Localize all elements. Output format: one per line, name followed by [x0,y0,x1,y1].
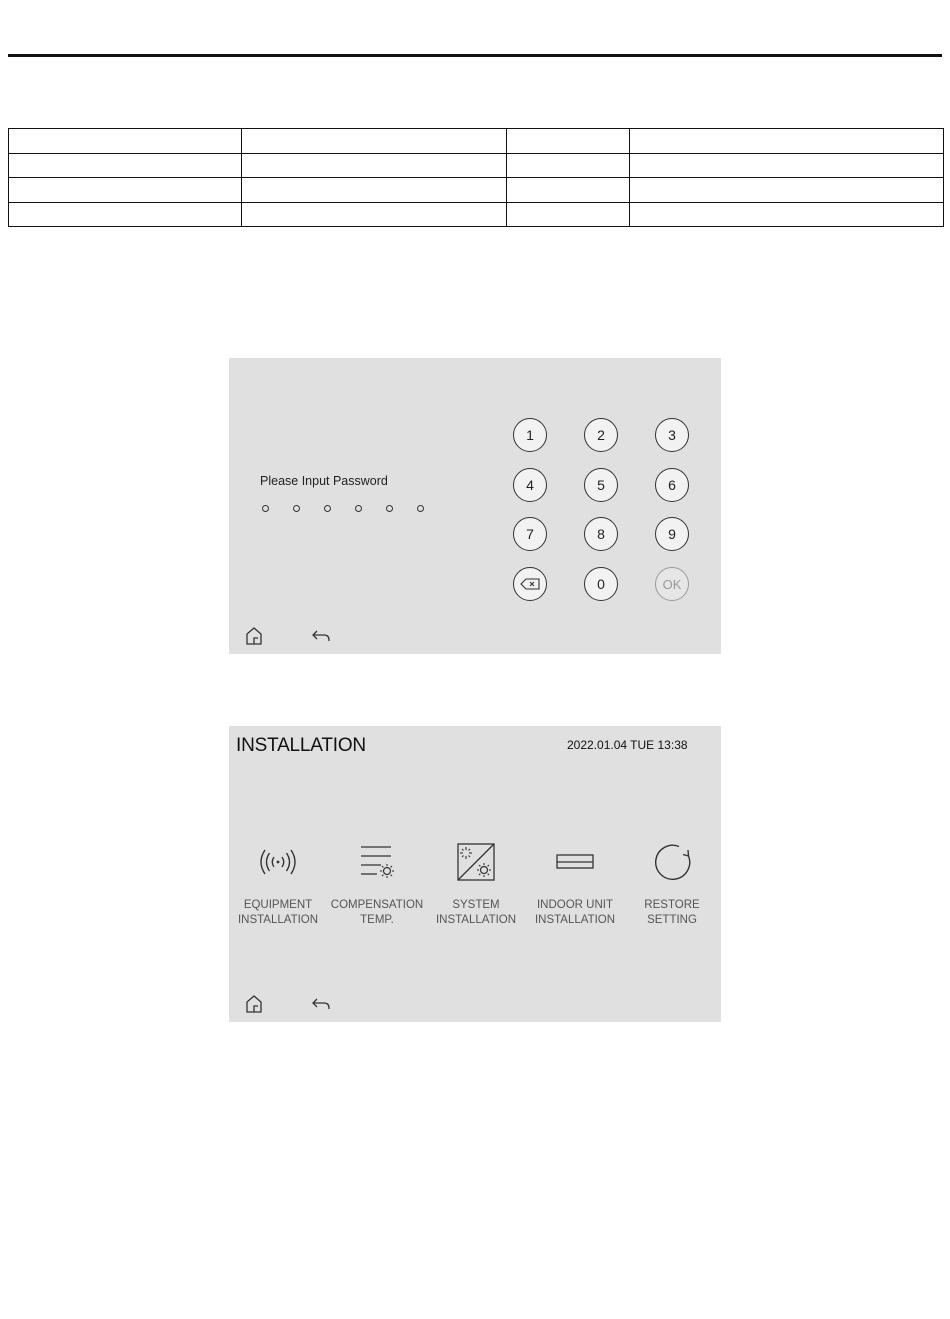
key-label: 6 [668,477,676,493]
key-label: 7 [526,526,534,542]
key-label: 1 [526,427,534,443]
top-rule [8,54,942,57]
table-cell [507,153,630,178]
key-label: 0 [597,576,605,592]
key-label: 8 [597,526,605,542]
password-dot [386,505,393,512]
key-label: 2 [597,427,605,443]
restore-icon [652,842,692,882]
menu-label-line1: EQUIPMENT [243,899,313,911]
menu-label-line2: INSTALLATION [534,914,616,926]
key-5[interactable] [584,468,618,502]
backspace-icon [520,578,540,590]
table-cell [630,129,944,154]
password-dot [293,505,300,512]
table-cell [9,178,242,203]
password-dot [324,505,331,512]
indoor-unit-icon [555,842,595,882]
table-cell [630,178,944,203]
table-cell [242,202,507,227]
table-cell [507,178,630,203]
table-cell [242,178,507,203]
password-dot [355,505,362,512]
key-2[interactable] [584,418,618,452]
ok-button[interactable] [655,567,689,601]
password-prompt: Please Input Password [260,474,388,488]
menu-system-installation[interactable] [427,842,525,928]
key-8[interactable] [584,517,618,551]
password-dot [417,505,424,512]
table-cell [9,202,242,227]
menu-label-line1: INDOOR UNIT [536,899,614,911]
key-label: 9 [668,526,676,542]
menu-label-line2: TEMP. [360,914,394,926]
key-label: 5 [597,477,605,493]
key-1[interactable] [513,418,547,452]
table-row [9,178,944,203]
table-cell [507,202,630,227]
screen-title: INSTALLATION [236,735,366,756]
back-arrow-icon[interactable] [311,626,331,646]
password-dot [262,505,269,512]
key-3[interactable] [655,418,689,452]
table-cell [9,153,242,178]
table-cell [242,129,507,154]
home-icon[interactable] [244,994,264,1014]
key-9[interactable] [655,517,689,551]
back-arrow-icon[interactable] [311,994,331,1014]
table-row [9,153,944,178]
table-cell [242,153,507,178]
key-label: OK [662,576,682,592]
menu-label-line1: COMPENSATION [330,899,424,911]
menu-label-line1: RESTORE [644,899,700,911]
table-cell [630,202,944,227]
compensation-temp-icon [357,842,397,882]
menu-label-line2: INSTALLATION [435,914,517,926]
home-icon[interactable] [244,626,264,646]
key-6[interactable] [655,468,689,502]
table-row [9,129,944,154]
key-0[interactable] [584,567,618,601]
empty-table [8,128,944,227]
backspace-button[interactable] [513,567,547,601]
key-7[interactable] [513,517,547,551]
key-label: 4 [526,477,534,493]
menu-label-line2: INSTALLATION [237,914,319,926]
key-4[interactable] [513,468,547,502]
table-cell [507,129,630,154]
table-row [9,202,944,227]
system-installation-icon [456,842,496,882]
table-cell [9,129,242,154]
menu-restore-setting[interactable] [623,842,721,928]
wireless-signal-icon [258,842,298,882]
password-screen [229,358,721,654]
menu-compensation-temp[interactable] [328,842,426,928]
password-dots [262,505,432,515]
menu-label-line1: SYSTEM [452,899,500,911]
menu-equipment-installation[interactable] [229,842,327,928]
table-cell [630,153,944,178]
menu-indoor-unit-installation[interactable] [526,842,624,928]
key-label: 3 [668,427,676,443]
datetime-display: 2022.01.04 TUE 13:38 [567,738,688,752]
menu-label-line2: SETTING [647,914,697,926]
installation-screen [229,726,721,1022]
